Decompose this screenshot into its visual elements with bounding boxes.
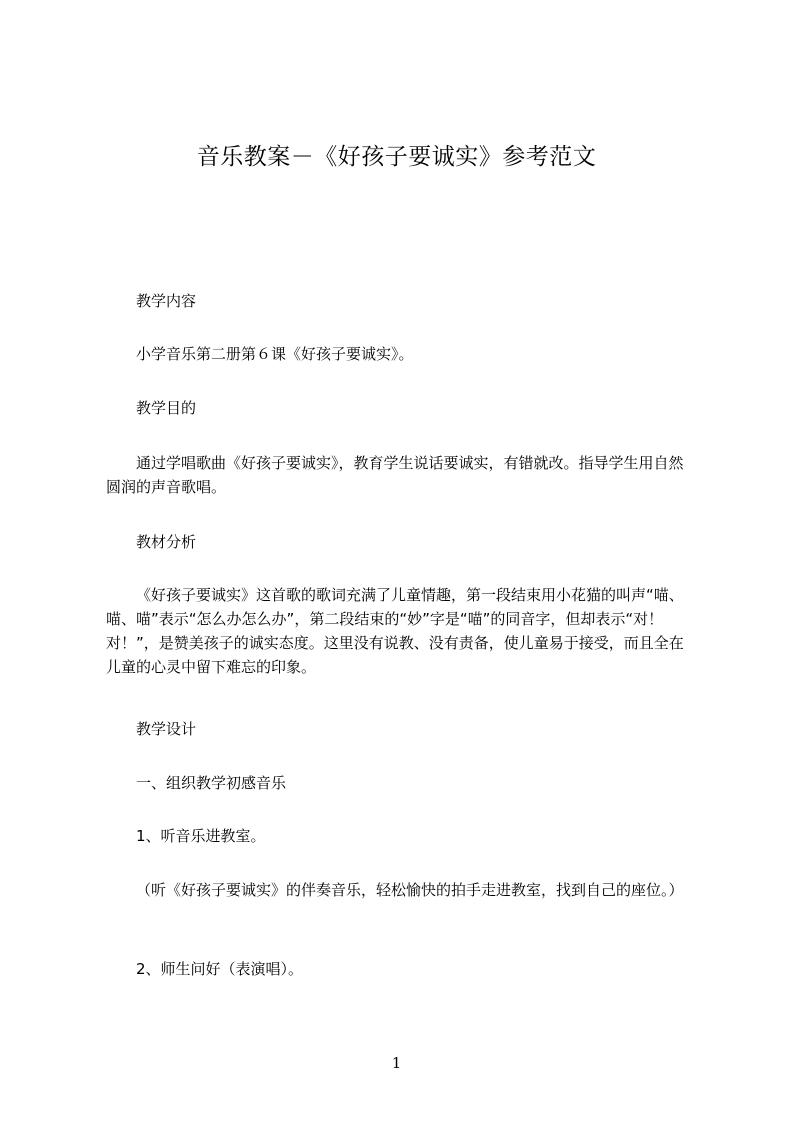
paragraph-step-one: 1、听音乐进教室。 (136, 827, 266, 845)
paragraph-step-one-note: （听《好孩子要诚实》的伴奏音乐，轻松愉快的拍手走进教室，找到自己的座位。） (136, 881, 684, 899)
paragraph-analysis: 《好孩子要诚实》这首歌的歌词充满了儿童情趣，第一段结束用小花猫的叫声“喵、喵、喵”表示“怎么办怎么办”，第二段结束的“妙”字是“喵”的同音字，但却表示“对！对！”，是赞美孩子的诚实态度。这里没有说教、没有责备，使儿童易于接受，而且全在儿童的心灵中留下难忘的印象。 (106, 586, 684, 676)
heading-teaching-goal: 教学目的 (136, 399, 197, 417)
heading-teaching-design: 教学设计 (136, 720, 197, 738)
heading-teaching-content: 教学内容 (136, 292, 197, 310)
document-title: 音乐教案－《好孩子要诚实》参考范文 (196, 144, 597, 170)
paragraph-lesson: 小学音乐第二册第６课《好孩子要诚实》。 (136, 345, 414, 363)
heading-section-one: 一、组织教学初感音乐 (136, 774, 287, 792)
heading-material-analysis: 教材分析 (136, 533, 197, 551)
paragraph-goal: 通过学唱歌曲《好孩子要诚实》，教育学生说话要诚实，有错就改。指导学生用自然圆润的声音歌唱。 (106, 454, 684, 496)
paragraph-step-two: 2、师生问好（表演唱）。 (136, 960, 304, 978)
page-number: 1 (391, 1054, 402, 1072)
